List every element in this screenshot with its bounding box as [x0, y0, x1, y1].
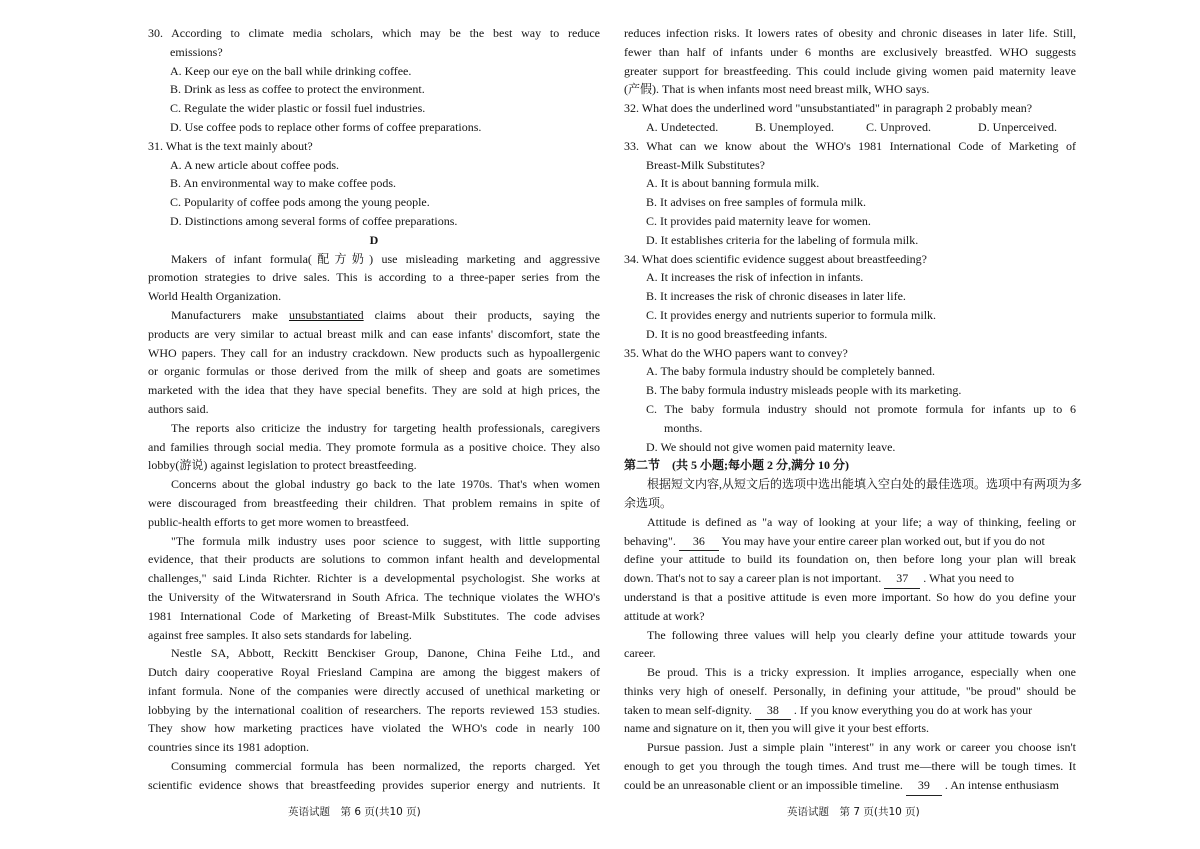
cloze-line: career. [624, 646, 656, 661]
underlined-word: unsubstantiated [288, 307, 364, 322]
passage-line: against free samples. It also sets standards for labeling. [148, 627, 412, 642]
cloze-text: . An intense enthusiasm [944, 777, 1059, 792]
cloze-text: You may have your entire career plan worked out, but if you do not [721, 533, 1045, 548]
question-31-stem: 31. What is the text mainly about? [148, 138, 313, 153]
question-35-option-d: D. We should not give women paid maternity leave. [646, 439, 896, 454]
cloze-text: taken to mean self-dignity. [624, 702, 752, 717]
passage-line: products are very similar to actual breast milk and can ease infants' discomfort, state the [148, 326, 600, 341]
passage-line: scientific evidence shows that breastfeeding provides superior energy and nutrients. It [148, 777, 600, 792]
section-2-instruction-cont: 余选项。 [624, 495, 673, 510]
passage-line: Dutch dairy cooperative Royal Friesland Campina are among the biggest makers of [148, 665, 600, 680]
section-letter: D [369, 232, 379, 247]
question-34-option-d: D. It is no good breastfeeding infants. [646, 326, 828, 341]
cloze-line: enough to get you through the tough times. And trust me—there will be tough times. It [624, 759, 1076, 774]
passage-line: Makers of infant formula(配方奶) use misleading marketing and aggressive [171, 251, 600, 266]
question-30-stem-cont: emissions? [170, 44, 223, 59]
cloze-line: name and signature on it, then you will give it your best efforts. [624, 721, 930, 736]
question-34-option-c: C. It provides energy and nutrients superior to formula milk. [646, 307, 937, 322]
blank-39: 39 [906, 776, 942, 796]
passage-line: Concerns about the global industry go back to the late 1970s. That's when women [171, 477, 600, 492]
question-32-option-b: B. Unemployed. [755, 119, 834, 134]
cloze-line [624, 701, 1076, 720]
cloze-text: . If you know everything you do at work has your [793, 702, 1033, 717]
question-30-option-d: D. Use coffee pods to replace other forms of coffee preparations. [170, 119, 482, 134]
passage-line: greater support for breastfeeding. This could include giving women paid maternity leave [624, 63, 1076, 78]
question-34-option-b: B. It increases the risk of chronic diseases in later life. [646, 289, 906, 304]
question-30-option-a: A. Keep our eye on the ball while drinking coffee. [170, 63, 412, 78]
passage-line: or organic formulas or those derived from the milk of sheep and goats are sometimes [148, 364, 600, 379]
cloze-line: attitude at work? [624, 608, 705, 623]
passage-line: countries since its 1981 adoption. [148, 740, 309, 755]
question-32-stem: 32. What does the underlined word "unsubstantiated" in paragraph 2 probably mean? [624, 101, 1033, 116]
passage-line: evidence, that their products are solutions to common infant health and developmental [148, 552, 600, 567]
passage-line: authors said. [148, 401, 209, 416]
passage-line: 1981 International Code of Marketing of Breast-Milk Substitutes. The code advises [148, 608, 600, 623]
page-footer-right: 英语试题 第 7 页(共10 页) [787, 806, 920, 818]
question-34-stem: 34. What does scientific evidence suggest about breastfeeding? [624, 251, 928, 266]
section-2-instruction: 根据短文内容,从短文后的选项中选出能填入空白处的最佳选项。选项中有两项为多 [647, 477, 1083, 492]
question-32-option-d: D. Unperceived. [978, 119, 1057, 134]
cloze-line: define your attitude to build its foundation on, then before long your plan will break [624, 552, 1076, 567]
passage-line: infant formula. None of the companies were directly accused of unethical marketing or [148, 683, 600, 698]
cloze-line [624, 532, 1076, 551]
passage-line: Nestle SA, Abbott, Reckitt Benckiser Group, Danone, China Feihe Ltd., and [171, 646, 600, 661]
passage-line: (产假). That is when infants most need breast milk, WHO says. [624, 82, 930, 97]
cloze-line: The following three values will help you clearly define your attitude towards your [647, 627, 1076, 642]
passage-line: the University of the Witwatersrand in South Africa. The technique violates the WHO's [148, 589, 600, 604]
cloze-line: Pursue passion. Just a simple plain "interest" in any work or career you choose isn't [647, 740, 1076, 755]
cloze-line [624, 569, 1076, 588]
question-30-option-c: C. Regulate the wider plastic or fossil fuel industries. [170, 101, 426, 116]
question-34-option-a: A. It increases the risk of infection in infants. [646, 270, 864, 285]
question-31-option-b: B. An environmental way to make coffee pods. [170, 176, 397, 191]
passage-line: The reports also criticize the industry for targeting health professionals, caregivers [171, 420, 600, 435]
section-2-title: 第二节 (共 5 小题;每小题 2 分,满分 10 分) [624, 458, 849, 473]
question-35-option-b: B. The baby formula industry misleads people with its marketing. [646, 383, 962, 398]
question-35-option-c: C. The baby formula industry should not promote formula for infants up to 6 [646, 401, 1076, 416]
question-33-option-a: A. It is about banning formula milk. [646, 176, 820, 191]
question-31-option-a: A. A new article about coffee pods. [170, 157, 340, 172]
passage-line: challenges," said Linda Richter. Richter is a developmental psychologist. She works at [148, 571, 600, 586]
cloze-text: behaving". [624, 533, 676, 548]
passage-line: Consuming commercial formula has been normalized, the reports charged. Yet [171, 759, 600, 774]
page-footer-left: 英语试题 第 6 页(共10 页) [288, 806, 421, 818]
cloze-line: Be proud. This is a tricky expression. It implies arrogance, especially when one [647, 665, 1076, 680]
passage-line: reduces infection risks. It lowers rates of obesity and chronic diseases in later life. Still, [624, 26, 1076, 40]
passage-line: were discouraged from breastfeeding their children. That problem remains in spite of [148, 495, 600, 510]
question-35-stem: 35. What do the WHO papers want to convey? [624, 345, 848, 360]
passage-line-underlined-word: Manufacturers make unsubstantiated claims about their products, saying the [171, 307, 600, 322]
passage-line: marketed with the idea that they have special benefits. They are sold at high prices, the [148, 383, 600, 398]
passage-line: They show how marketing practices have violated the WHO's code in nearly 100 [148, 721, 600, 736]
question-33-stem-cont: Breast-Milk Substitutes? [646, 157, 765, 172]
question-31-option-c: C. Popularity of coffee pods among the young people. [170, 195, 430, 210]
passage-line: and families through social media. They promote formula as a positive choice. They also [148, 439, 600, 454]
passage-line: "The formula milk industry uses poor science to suggest, with little supporting [171, 533, 600, 548]
cloze-text: . What you need to [923, 571, 1014, 586]
passage-line: lobby(游说) against legislation to protect breastfeeding. [148, 458, 417, 473]
passage-line: World Health Organization. [148, 289, 282, 304]
question-35-option-a: A. The baby formula industry should be completely banned. [646, 364, 936, 379]
question-32-option-a: A. Undetected. [646, 119, 719, 134]
question-30-stem: 30. According to climate media scholars, which may be the best way to reduce [148, 26, 600, 40]
passage-line: WHO papers. They call for an industry crackdown. New products such as hypoallergenic [148, 345, 600, 360]
passage-line: promotion strategies to drive sales. This is according to a three-paper series from the [148, 270, 600, 285]
question-35-option-c-cont: months. [664, 420, 703, 435]
question-30-option-b: B. Drink as less as coffee to protect the environment. [170, 82, 425, 97]
cloze-text: down. That's not to say a career plan is not important. [624, 571, 882, 586]
question-32-options [624, 118, 1076, 137]
passage-line: fewer than half of infants under 6 months are exclusively breastfed. WHO suggests [624, 44, 1076, 59]
cloze-line [624, 776, 1076, 795]
cloze-line: thinks very high of oneself. Personally, in defining your attitude, "be proud" should be [624, 683, 1076, 698]
cloze-line: understand is that a positive attitude is even more important. So how do you define your [624, 589, 1076, 604]
question-32-option-c: C. Unproved. [866, 119, 931, 134]
passage-line: public-health efforts to get more women to breastfeed. [148, 514, 410, 529]
cloze-line: Attitude is defined as "a way of looking at your life; a way of thinking, feeling or [647, 514, 1076, 529]
blank-36: 36 [679, 532, 719, 552]
question-33-option-d: D. It establishes criteria for the labeling of formula milk. [646, 232, 919, 247]
right-column [624, 24, 1083, 795]
question-33-option-b: B. It advises on free samples of formula milk. [646, 195, 866, 210]
blank-38: 38 [755, 701, 791, 721]
passage-line: lobbying by the international coalition of researchers. The reports reviewed 153 studies. [148, 702, 600, 717]
blank-37: 37 [884, 569, 920, 589]
question-31-option-d: D. Distinctions among several forms of coffee preparations. [170, 213, 458, 228]
left-column [148, 24, 600, 795]
cloze-text: could be an unreasonable client or an impossible timeline. [624, 777, 903, 792]
question-33-option-c: C. It provides paid maternity leave for women. [646, 213, 871, 228]
question-33-stem: 33. What can we know about the WHO's 1981 International Code of Marketing of [624, 138, 1076, 153]
